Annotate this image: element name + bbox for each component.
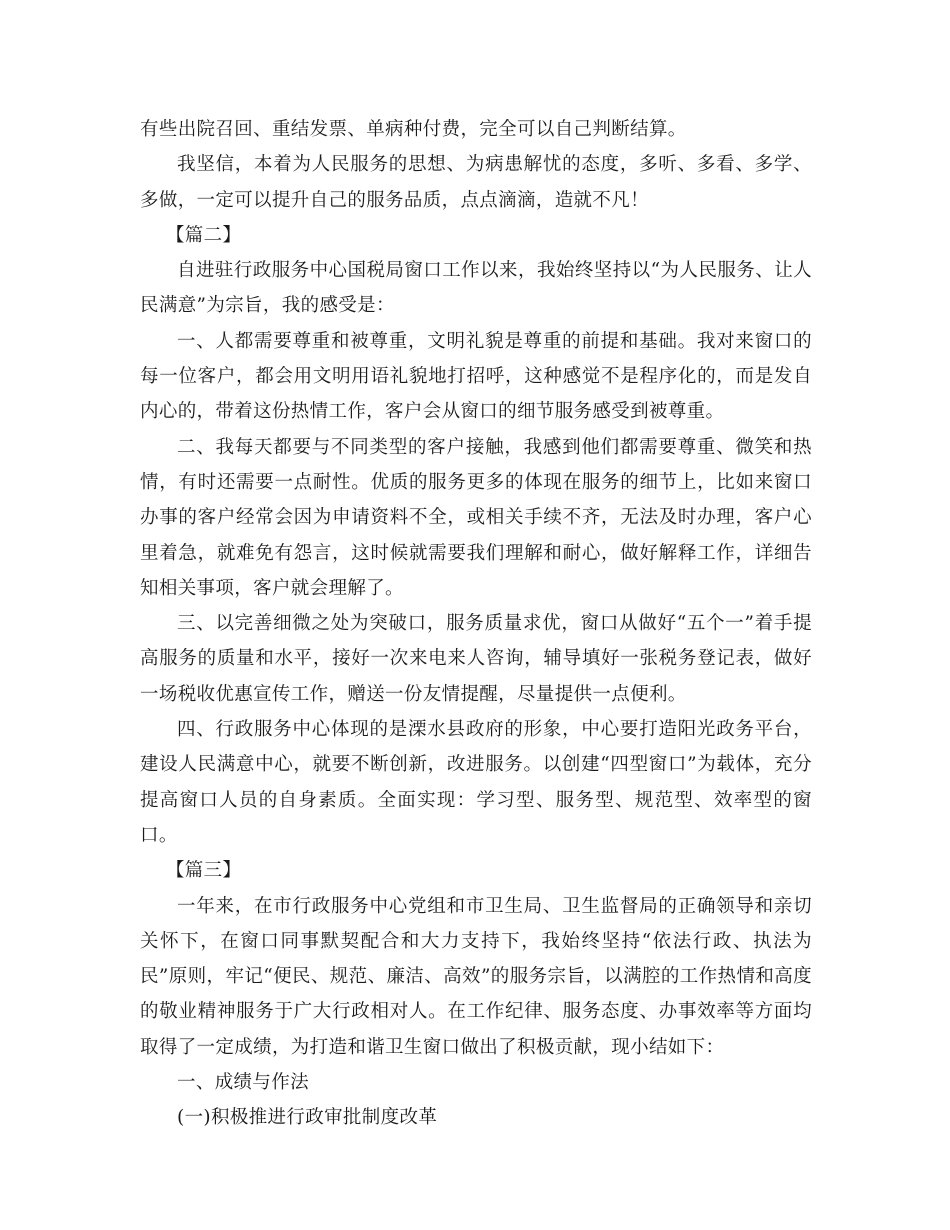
- section-heading-part-two: 【篇二】: [165, 224, 242, 246]
- paragraph-continuation: 有些出院召回、重结发票、单病种付费，完全可以自己判断结算。: [140, 119, 687, 140]
- paragraph-point-three: 三、以完善细微之处为突破口，服务质量求优，窗口从做好“五个一”着手提高服务的质量和水平，接好一次来电来人咨询，辅导填好一张税务登记表，做好一场税收优惠宣传工作，赠送一份友情提醒，尽量提供一点便利。: [140, 613, 812, 705]
- section-heading-part-three: 【篇三】: [165, 860, 242, 882]
- subheading-approval-reform: (一)积极推进行政审批制度改革: [177, 1107, 438, 1129]
- paragraph-year-summary: 一年来，在市行政服务中心党组和市卫生局、卫生监督局的正确领导和亲切关怀下，在窗口同事默契配合和大力支持下，我始终坚持“依法行政、执法为民”原则，牢记“便民、规范、廉洁、高效”的服务宗旨，以满腔的工作热情和高度的敬业精神服务于广大行政相对人。在工作纪律、服务态度、办事效率等方面均取得了一定成绩，为打造和谐卫生窗口做出了积极贡献，现小结如下：: [140, 895, 812, 1058]
- subheading-achievements: 一、成绩与作法: [177, 1072, 309, 1094]
- paragraph-point-four: 四、行政服务中心体现的是溧水县政府的形象，中心要打造阳光政务平台，建设人民满意中心，就要不断创新，改进服务。以创建“四型窗口”为载体，充分提高窗口人员的自身素质。全面实现：学习型、服务型、规范型、效率型的窗口。: [140, 719, 812, 846]
- paragraph-point-one: 一、人都需要尊重和被尊重，文明礼貌是尊重的前提和基础。我对来窗口的每一位客户，都会用文明用语礼貌地打招呼，这种感觉不是程序化的，而是发自内心的，带着这份热情工作，客户会从窗口的细节服务感受到被尊重。: [140, 330, 812, 423]
- document-page: [140, 112, 812, 1136]
- paragraph-belief: 我坚信，本着为人民服务的思想、为病患解忧的态度，多听、多看、多学、多做，一定可以提升自己的服务品质，点点滴滴，造就不凡！: [140, 154, 812, 211]
- paragraph-point-two: 二、我每天都要与不同类型的客户接触，我感到他们都需要尊重、微笑和热情，有时还需要一点耐性。优质的服务更多的体现在服务的细节上，比如来窗口办事的客户经常会因为申请资料不全，或相关手续不齐，无法及时办理，客户心里着急，就难免有怨言，这时候就需要我们理解和耐心，做好解释工作，详细告知相关事项，客户就会理解了。: [140, 436, 812, 599]
- paragraph-tax-window-intro: 自进驻行政服务中心国税局窗口工作以来，我始终坚持以“为人民服务、让人民满意”为宗旨，我的感受是：: [140, 260, 812, 317]
